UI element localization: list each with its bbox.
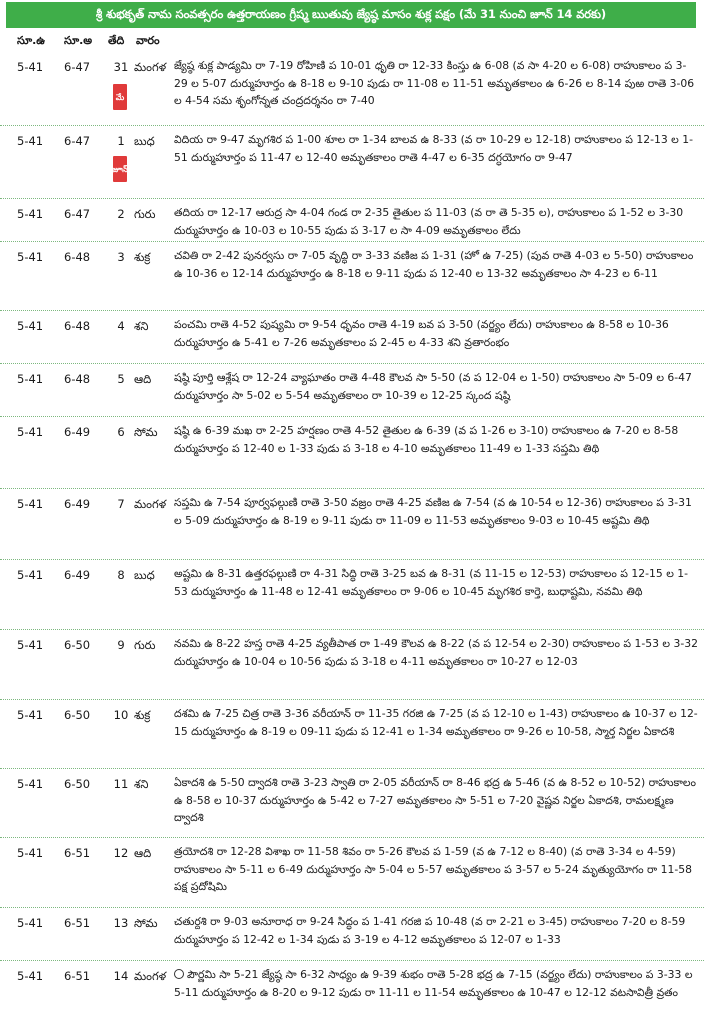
day-date: 8 [117, 568, 125, 582]
header-sunset: సూ.అ [64, 34, 93, 47]
day-weekday: బుధ [134, 134, 155, 148]
day-row [0, 311, 704, 364]
sunrise-time: 5-41 [17, 250, 44, 264]
day-row [0, 489, 704, 560]
day-weekday: ఆది [134, 846, 152, 860]
day-details: ఏకాదశి ఉ 5-50 ద్వాదశి రాతె 3-23 స్వాతి రా 2-05 వరీయాన్ రా 8-46 భద్ర ఉ 5-46 (వ ఉ 8-52 ల 10-52) రాహుకాలం ఉ 8-58 ల 10-37 దుర్ముహూర్తం ఉ 5-42 ల 7-27 అమృతకాలం సా 5-51 ల 7-20 వైష్ణవ నిర్జల ఏకాదశి, రామలక్ష్మణ ద్వాదశి [174, 776, 697, 824]
sunrise-time: 5-41 [17, 969, 44, 983]
sunrise-time: 5-41 [17, 134, 44, 148]
sunrise-time: 5-41 [17, 372, 44, 386]
sunset-time: 6-49 [64, 425, 91, 439]
day-weekday: శుక్ర [134, 250, 151, 264]
day-details: విదియ రా 9-47 మృగశిర ప 1-00 శూల రా 1-34 బాలవ ఉ 8-33 (వ రా 10-29 ల 12-18) రాహుకాలం ప 12-13 ల 1-51 దుర్ముహూర్తం ప 11-47 ల 12-40 అమృతకాలం రాతె 4-47 ల 6-35 దగ్ధయోగం రా 9-47 [174, 133, 693, 164]
day-date: 1 [117, 134, 125, 148]
day-weekday: సోమ [134, 425, 158, 439]
sunset-time: 6-51 [64, 916, 91, 930]
sunset-time: 6-48 [64, 372, 91, 386]
day-row [0, 961, 704, 1026]
day-details: చతుర్దశి రా 9-03 అనూరాధ రా 9-24 సిద్ధం ప 1-41 గరజి ప 10-48 (వ రా 2-21 ల 3-45) రాహుకాలం 7-20 ల 8-59 దుర్ముహూర్తం ప 12-42 ల 1-34 పుడు ప 3-19 ల 4-12 అమృతకాలం ప 12-07 ల 1-33 [174, 915, 686, 946]
sunrise-time: 5-41 [17, 916, 44, 930]
sunrise-time: 5-41 [17, 425, 44, 439]
sunrise-time: 5-41 [17, 568, 44, 582]
sunset-time: 6-47 [64, 60, 91, 74]
day-row [0, 838, 704, 908]
sunrise-time: 5-41 [17, 60, 44, 74]
sunset-time: 6-49 [64, 497, 91, 511]
day-row [0, 560, 704, 630]
sunset-time: 6-50 [64, 708, 91, 722]
header-sunrise: సూ.ఉ [17, 34, 46, 47]
day-details: షష్ఠి పూర్తి ఆశ్లేష రా 12-24 వ్యాఘాతం రాతె 4-48 కౌలవ సా 5-50 (వ ప 12-04 ల 1-50) రాహుకాలం సా 5-09 ల 6-47 దుర్ముహూర్తం సా 5-02 ల 5-54 అమృతకాలం రా 10-39 ల 12-25 స్కంద షష్ఠి [174, 371, 692, 402]
day-date: 3 [117, 250, 125, 264]
sunset-time: 6-49 [64, 568, 91, 582]
day-details: పంచమి రాతె 4-52 పుష్యమి రా 9-54 ధృవం రాతె 4-19 బవ ప 3-50 (వర్జ్యం లేదు) రాహుకాలం ఉ 8-58 ల 10-36 దుర్ముహూర్తం ఉ 5-41 ల 7-26 అమృతకాలం ప 2-45 ల 4-33 శని వ్రతారంభం [174, 318, 669, 349]
day-row [0, 364, 704, 417]
day-row [0, 630, 704, 700]
day-row [0, 700, 704, 769]
day-weekday: మంగళ [134, 497, 167, 511]
sunset-time: 6-51 [64, 846, 91, 860]
sunset-time: 6-51 [64, 969, 91, 983]
sunrise-time: 5-41 [17, 319, 44, 333]
sunrise-time: 5-41 [17, 846, 44, 860]
month-badge-june: జూన్ [113, 156, 127, 182]
day-weekday: శుక్ర [134, 708, 151, 722]
day-details: షష్ఠి ఉ 6-39 మఖ రా 2-25 హర్షణం రాతె 4-52 తైతుల ఉ 6-39 (వ ప 1-26 ల 3-10) రాహుకాలం ఉ 7-20 ల 8-58 దుర్ముహూర్తం ప 12-40 ల 1-33 పుడు ప 3-18 ల 4-10 అమృతకాలం 11-49 ల 1-33 సప్తమి తిథి [174, 424, 679, 455]
sunrise-time: 5-41 [17, 638, 44, 652]
day-details: దశమి ఉ 7-25 చిత్ర రాతె 3-36 వరీయాన్ రా 11-35 గరజి ఉ 7-25 (వ ప 12-10 ల 1-43) రాహుకాలం ఉ 10-37 ల 12-15 దుర్ముహూర్తం ఉ 8-19 ల 09-11 పుడు ప 12-41 ల 1-34 అమృతకాలం రా 9-26 ల 10-58, స్మార్త నిర్జల ఏకాదశి [174, 707, 698, 738]
day-weekday: గురు [134, 638, 156, 652]
day-date: 7 [117, 497, 125, 511]
day-details: త్రయోదశి రా 12-28 విశాఖ రా 11-58 శివం రా 5-26 కౌలవ ప 1-59 (వ ఉ 7-12 ల 8-40) (వ రాతె 3-34 ల 4-59) రాహుకాలం సా 5-11 ల 6-49 దుర్ముహూర్తం సా 5-04 ల 5-57 అమృతకాలం ప 3-57 ల 5-24 మృత్యుయోగం రా 11-58 పక్ష ప్రదోషిమి [174, 845, 692, 893]
sunset-time: 6-50 [64, 638, 91, 652]
day-row [0, 417, 704, 489]
month-banner: శ్రీ శుభకృత్ నామ సంవత్సరం ఉత్తరాయణం గ్రీష్మ ఋతువు జ్యేష్ఠ మాసం శుక్ల పక్షం (మే 31 నుంచి జూన్ 14 వరకు) [6, 2, 696, 28]
column-header-row [0, 30, 704, 52]
day-weekday: శని [134, 319, 149, 333]
day-weekday: గురు [134, 207, 156, 221]
day-weekday: ఆది [134, 372, 152, 386]
day-weekday: శని [134, 777, 149, 791]
day-row [0, 199, 704, 242]
sunrise-time: 5-41 [17, 777, 44, 791]
day-weekday: బుధ [134, 568, 155, 582]
sunrise-time: 5-41 [17, 708, 44, 722]
month-badge-may: మే [113, 84, 127, 110]
day-details: తదియ రా 12-17 ఆరుద్ర సా 4-04 గండ రా 2-35 తైతుల ప 11-03 (వ రా తె 5-35 ల), రాహుకాలం ప 1-52 ల 3-30 దుర్ముహూర్తం ఉ 10-03 ల 10-55 పుడు ప 3-17 ల సా 4-09 అమృతకాలం లేదు [174, 206, 684, 237]
day-details: జ్యేష్ఠ శుక్ల పాడ్యమి రా 7-19 రోహిణి ప 10-01 ధృతి రా 12-33 కింస్తు ఉ 6-08 (వ సా 4-20 ల 6-08) రాహుకాలం ప 3-29 ల 5-07 దుర్ముహూర్తం ఉ 8-18 ల 9-10 పుడు రా 11-08 ల 11-51 అమృతకాలం ఉ 6-26 ల 8-14 పుఱ రాతె 3-06 ల 4-54 సమ శృంగోన్నత చంద్రదర్శనం రా 7-40 [174, 59, 695, 107]
day-row [0, 242, 704, 311]
day-date: 12 [113, 846, 129, 860]
day-details: నవమి ఉ 8-22 హస్త రాతె 4-25 వ్యతీపాత రా 1-49 కౌలవ ఉ 8-22 (వ ప 12-54 ల 2-30) రాహుకాలం ప 1-53 ల 3-32 దుర్ముహూర్తం ఉ 10-04 ల 10-56 పుడు ప 3-18 ల 4-11 అమృతకాలం రా 10-27 ల 12-03 [174, 637, 698, 668]
sunrise-time: 5-41 [17, 207, 44, 221]
day-row [0, 908, 704, 961]
day-details: సప్తమి ఉ 7-54 పూర్వఫల్గుణి రాతె 3-50 వజ్రం రాతె 4-25 వణిజ ఉ 7-54 (వ ఉ 10-54 ల 12-36) రాహుకాలం ప 3-31 ల 5-09 దుర్ముహూర్తం ఉ 8-19 ల 9-11 పుడు రా 11-09 ల 11-53 అమృతకాలం 9-03 ల 10-45 అష్టమి తిథి [174, 496, 692, 527]
sunset-time: 6-48 [64, 319, 91, 333]
day-details: అష్టమి ఉ 8-31 ఉత్తరఫల్గుణి రా 4-31 సిద్ధి రాతె 3-25 బవ ఉ 8-31 (వ 11-15 ల 12-53) రాహుకాలం ప 12-15 ల 1-53 దుర్ముహూర్తం ఉ 11-48 ల 12-41 అమృతకాలం రా 9-06 ల 10-45 మృగశిర కార్తె, బుధాష్టమి, నవమి తిథి [174, 567, 689, 598]
day-details: చవితి రా 2-42 పునర్వసు రా 7-05 వృద్ధి రా 3-33 వణిజ ప 1-31 (హో ఉ 7-25) (పువ రాతె 4-03 ల 5-50) రాహుకాలం ఉ 10-36 ల 12-14 దుర్ముహూర్తం ఉ 8-18 ల 9-11 పుడు ప 12-40 ల 13-32 అమృతకాలం సా 4-23 ల 6-11 [174, 249, 694, 280]
header-weekday: వారం [136, 34, 160, 47]
day-weekday: మంగళ [134, 969, 167, 983]
sunrise-time: 5-41 [17, 497, 44, 511]
sunset-time: 6-48 [64, 250, 91, 264]
day-row [0, 126, 704, 199]
day-date: 13 [113, 916, 129, 930]
day-date: 4 [117, 319, 125, 333]
header-date: తేది [108, 34, 125, 47]
day-details [174, 966, 698, 1001]
day-date: 6 [117, 425, 125, 439]
day-date: 9 [117, 638, 125, 652]
day-date: 5 [117, 372, 125, 386]
sunset-time: 6-47 [64, 134, 91, 148]
day-weekday: సోమ [134, 916, 158, 930]
day-date: 2 [117, 207, 125, 221]
sunset-time: 6-47 [64, 207, 91, 221]
full-moon-icon [174, 969, 184, 979]
day-date: 31 [113, 60, 129, 74]
day-row [0, 769, 704, 838]
day-row [0, 52, 704, 126]
day-date: 14 [113, 969, 129, 983]
day-rows [0, 52, 704, 1026]
day-date: 11 [113, 777, 129, 791]
day-date: 10 [113, 708, 129, 722]
day-weekday: మంగళ [134, 60, 167, 74]
day-details-text: పౌర్ణమి సా 5-21 జ్యేష్ఠ సా 6-32 సాధ్యం ఉ 9-39 శుభం రాతె 5-28 భద్ర ఉ 7-15 (వర్జ్యం లేదు) రాహుకాలం ప 3-33 ల 5-11 దుర్ముహూర్తం ఉ 8-20 ల 9-12 పుడు రా 11-11 ల 11-54 అమృతకాలం ఉ 10-47 ల 12-12 వటసావిత్రీ వ్రతం [174, 968, 693, 999]
sunset-time: 6-50 [64, 777, 91, 791]
